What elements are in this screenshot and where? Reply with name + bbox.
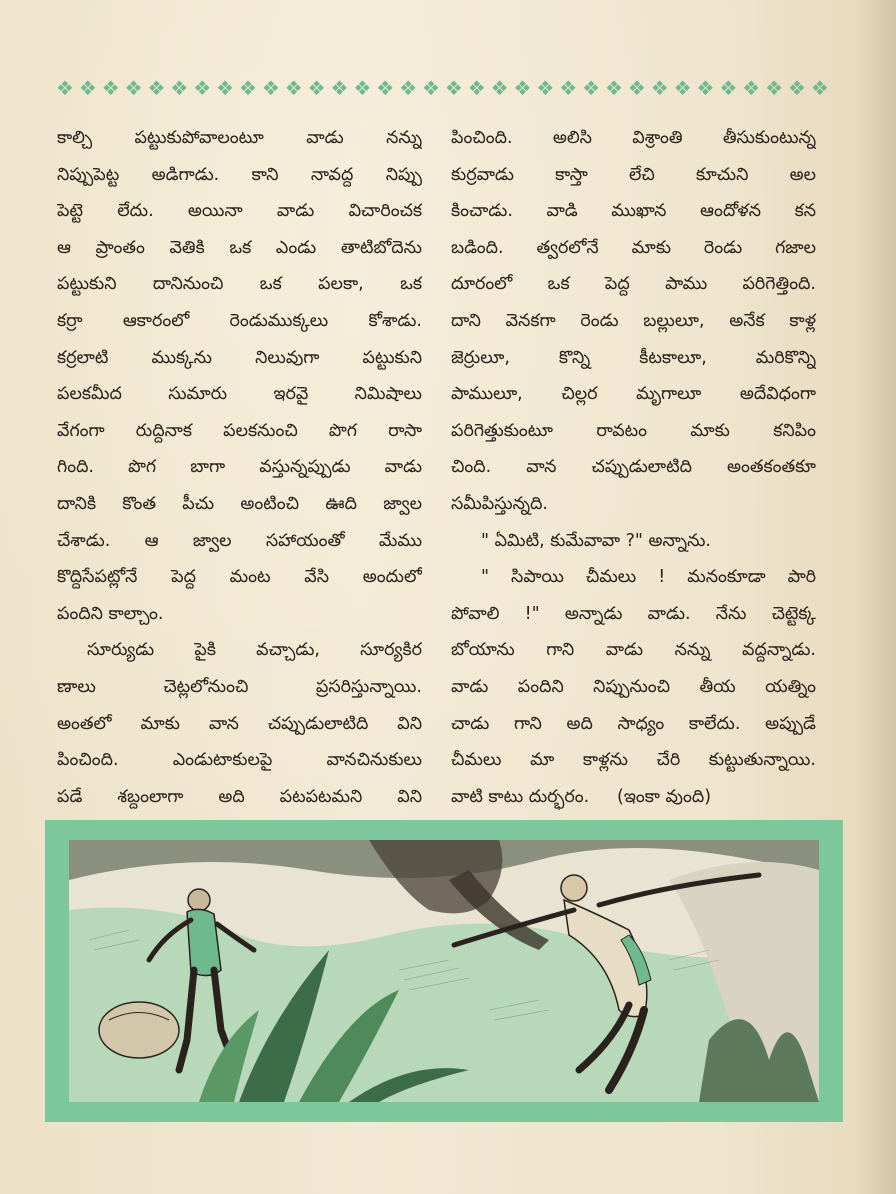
ornament-flower-icon: ❖ — [810, 76, 829, 100]
ornament-flower-icon: ❖ — [170, 76, 189, 100]
text-line: వాడు పందిని నిప్పునుంచి తీయ యత్నిం — [451, 676, 816, 697]
text-line: పట్టుకుని దానినుంచి ఒక పలకా, ఒక — [57, 274, 422, 295]
ornament-flower-icon: ❖ — [239, 76, 257, 100]
text-line: ణాలు చెట్లలోనుంచి ప్రసరిస్తున్నాయి. — [57, 676, 422, 697]
dialogue-line: " ఏమిటి, కుమేవావా ?" అన్నాను. — [481, 530, 712, 551]
text-line: పోవాలి !" అన్నాడు వాడు. నేను చెట్టెక్క — [451, 603, 816, 624]
dialogue-line: " సిపాయి చీమలు ! మనంకూడా పారి — [481, 567, 816, 588]
text-line: పించింది. అలిసి విశ్రాంతి తీసుకుంటున్న — [451, 128, 816, 148]
text-line: కాల్చి పట్టుకుపోవాలంటూ వాడు నన్ను — [57, 128, 422, 148]
ornament-flower-icon: ❖ — [399, 76, 418, 100]
ornament-flower-icon: ❖ — [742, 76, 761, 100]
text-line: దానికి కొంత పీచు అంటించి ఊది జ్వాల — [57, 493, 422, 514]
ornament-flower-icon: ❖ — [650, 76, 669, 100]
text-line: నిప్పుపెట్ట అడిగాడు. కాని నావద్ద నిప్పు — [57, 164, 422, 185]
ornament-flower-icon: ❖ — [422, 76, 440, 100]
story-illustration — [45, 820, 843, 1122]
ornament-flower-icon: ❖ — [376, 76, 395, 100]
ornament-flower-icon: ❖ — [330, 76, 349, 100]
ornament-flower-icon: ❖ — [582, 76, 601, 100]
ornament-flower-icon: ❖ — [605, 76, 623, 100]
ornament-flower-icon: ❖ — [284, 76, 303, 100]
ornament-flower-icon: ❖ — [193, 76, 212, 100]
text-line: పాములూ, చిల్లర మృగాలూ అదేవిధంగా — [451, 384, 816, 405]
ornament-flower-icon: ❖ — [788, 76, 806, 100]
ornament-flower-icon: ❖ — [444, 76, 463, 100]
text-line: దూరంలో ఒక పెద్ద పాము పరిగెత్తింది. — [451, 274, 816, 295]
text-line: చాడు గాని అది సాధ్యం కాలేదు. అప్పుడే — [451, 713, 816, 734]
ornament-flower-icon: ❖ — [536, 76, 555, 100]
text-line: ఆ ప్రాంతం వెతికి ఒక ఎండు తాటిబోదెను — [57, 237, 422, 258]
text-line: బోయాను గాని వాడు నన్ను వద్దన్నాడు. — [451, 640, 816, 661]
text-line: పలకమీద సుమారు ఇరవై నిమిషాలు — [57, 384, 422, 405]
text-line: పరిగెత్తుకుంటూ రావటం మాకు కనిపిం — [451, 420, 816, 441]
ornament-flower-icon: ❖ — [513, 76, 532, 100]
ornament-flower-icon: ❖ — [261, 76, 280, 100]
ornament-flower-icon: ❖ — [353, 76, 372, 100]
text-line: వేగంగా రుద్దినాక పలకనుంచి పొగ రాసా — [57, 420, 422, 441]
ornament-flower-icon: ❖ — [124, 76, 143, 100]
ornament-flower-icon: ❖ — [467, 76, 486, 100]
ornament-flower-icon: ❖ — [307, 76, 326, 100]
text-line: కించాడు. వాడి ముఖాన ఆందోళన కన — [451, 201, 816, 222]
ornament-flower-icon: ❖ — [696, 76, 715, 100]
text-line: జెర్రులూ, కొన్ని కీటకాలూ, మరికొన్ని — [451, 347, 816, 368]
ornament-flower-icon: ❖ — [719, 76, 738, 100]
text-line: కర్రా ఆకారంలో రెండుముక్కలు కోశాడు. — [57, 310, 422, 331]
ornament-flower-icon: ❖ — [101, 76, 120, 100]
text-line: కొద్దిసేపట్లోనే పెద్ద మంట వేసి అందులో — [57, 567, 422, 588]
text-line: చీమలు మా కాళ్లను చేరి కుట్టుతున్నాయి. — [451, 750, 816, 771]
text-line: కర్రలాటి ముక్కను నిలువుగా పట్టుకుని — [57, 347, 422, 368]
ornament-flower-icon: ❖ — [216, 76, 235, 100]
paragraph-start-line: సూర్యుడు పైకి వచ్చాడు, సూర్యకిర — [87, 640, 422, 661]
ornament-flower-icon: ❖ — [673, 76, 692, 100]
ornament-flower-icon: ❖ — [627, 76, 646, 100]
decorative-border-ornament — [56, 74, 829, 102]
ornament-flower-icon: ❖ — [147, 76, 166, 100]
jungle-scene-drawing — [69, 840, 819, 1102]
text-line: పెట్టె లేదు. అయినా వాడు విచారించక — [57, 201, 422, 222]
text-line: గింది. పొగ బాగా వస్తున్నప్పుడు వాడు — [57, 457, 422, 478]
text-line: పించింది. ఎండుటాకులపై వానచినుకులు — [57, 750, 422, 771]
text-line: చింది. వాన చప్పుడులాటిది అంతకంతకూ — [451, 457, 816, 478]
page-edge-shadow — [856, 0, 896, 1194]
text-line: సమీపిస్తున్నది. — [451, 493, 548, 514]
ornament-flower-icon: ❖ — [78, 76, 97, 100]
ornament-flower-icon: ❖ — [765, 76, 784, 100]
text-line: చేశాడు. ఆ జ్వాల సహాయంతో మేము — [57, 530, 422, 551]
ornament-flower-icon: ❖ — [490, 76, 509, 100]
text-line: కుర్రవాడు కాస్తా లేచి కూచుని అల — [451, 164, 816, 185]
left-text-column — [57, 120, 422, 815]
continued-note-line: వాటి కాటు దుర్భరం. (ఇంకా వుంది) — [451, 786, 712, 807]
ornament-flower-icon: ❖ — [559, 76, 578, 100]
text-line: పడే శబ్దంలాగా అది పటపటమని విని — [57, 786, 422, 807]
ornament-flower-icon: ❖ — [56, 76, 74, 100]
text-line: దాని వెనకగా రెండు బల్లులూ, అనేక కాళ్ల — [451, 310, 816, 331]
right-text-column — [451, 120, 816, 815]
text-line: అంతలో మాకు వాన చప్పుడులాటిది విని — [57, 713, 422, 734]
text-line: బడింది. త్వరలోనే మాకు రెండు గజాల — [451, 237, 816, 258]
text-line: పందిని కాల్చాం. — [57, 603, 164, 624]
